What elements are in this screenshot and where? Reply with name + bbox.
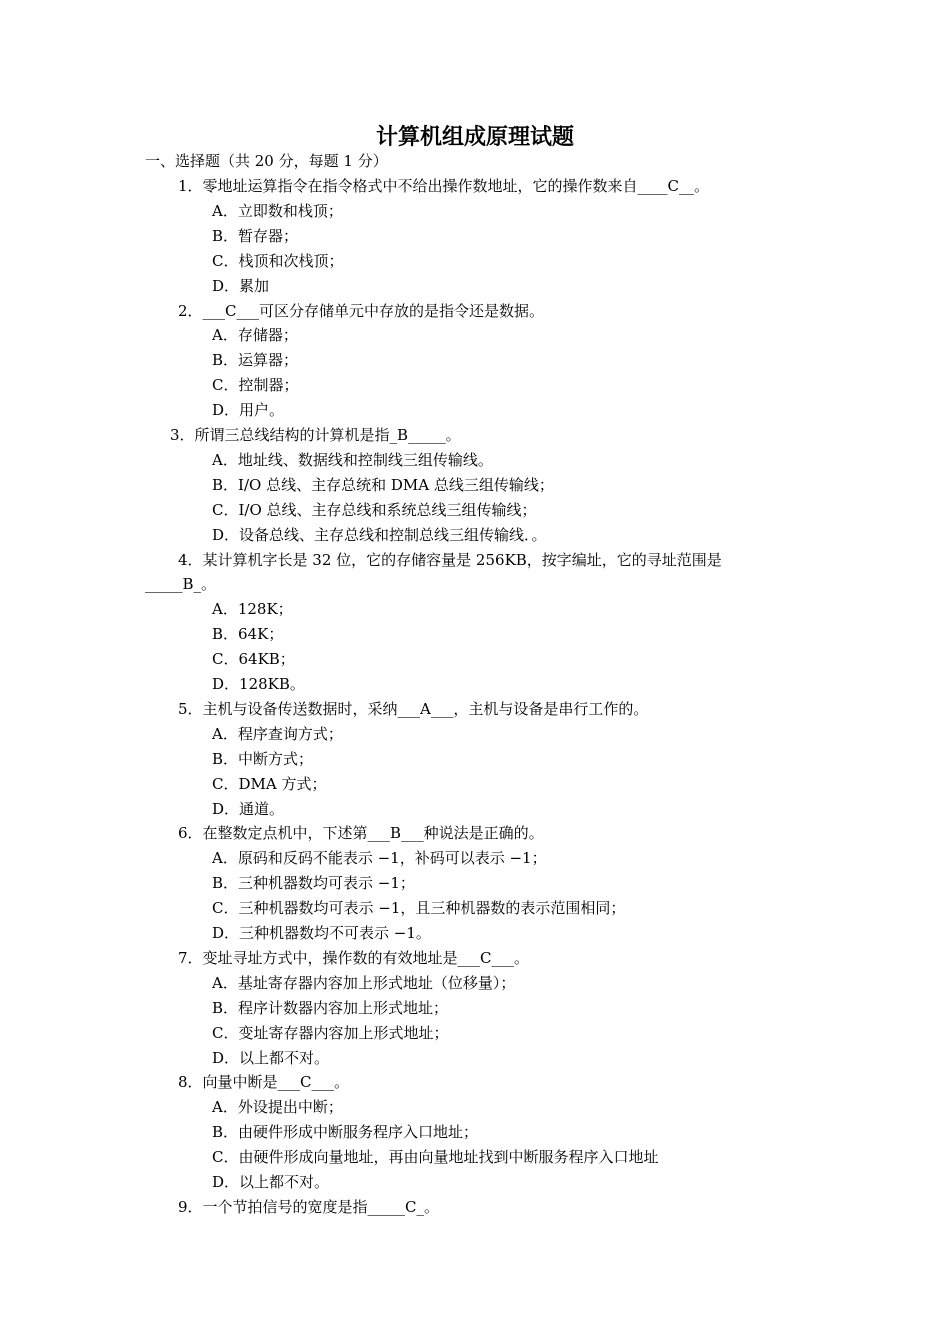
option-text: C．控制器； xyxy=(212,376,299,394)
question-text: 7．变址寻址方式中，操作数的有效地址是___C___。 xyxy=(178,949,530,967)
option-text: A．地址线、数据线和控制线三组传输线。 xyxy=(212,451,493,469)
option-text: C．DMA 方式； xyxy=(212,775,327,793)
option-text: B．64K； xyxy=(212,625,284,643)
option-text: D．三种机器数均不可表示 −1。 xyxy=(212,924,431,942)
option-text: C．I/O 总线、主存总线和系统总线三组传输线； xyxy=(212,501,537,519)
option-text: C．由硬件形成向量地址，再由向量地址找到中断服务程序入口地址 xyxy=(212,1148,659,1166)
option-text: A．立即数和栈顶； xyxy=(212,202,343,220)
option-text: D．通道。 xyxy=(212,800,285,818)
option-text: A．程序查询方式； xyxy=(212,725,343,743)
option-text: B．I/O 总线、主存总统和 DMA 总线三组传输线； xyxy=(212,476,554,494)
option-text: C．栈顶和次栈顶； xyxy=(212,252,344,270)
option-text: B．运算器； xyxy=(212,351,299,369)
question-text: 9．一个节拍信号的宽度是指_____C_。 xyxy=(178,1198,440,1216)
option-text: B．由硬件形成中断服务程序入口地址； xyxy=(212,1123,479,1141)
question-text: 3．所谓三总线结构的计算机是指_B_____。 xyxy=(170,426,461,444)
option-text: B．三种机器数均可表示 −1； xyxy=(212,874,415,892)
question-text: 5．主机与设备传送数据时，采纳___A___，主机与设备是串行工作的。 xyxy=(178,700,649,718)
option-text: B．暂存器； xyxy=(212,227,299,245)
option-text: A．128K； xyxy=(212,600,293,618)
question-text: 2．___C___可区分存储单元中存放的是指令还是数据。 xyxy=(178,302,545,320)
option-text: B．中断方式； xyxy=(212,750,314,768)
question-continuation: _____B_。 xyxy=(145,575,217,593)
option-text: A．存储器； xyxy=(212,326,298,344)
option-text: D．128KB。 xyxy=(212,675,305,693)
question-text: 6．在整数定点机中，下述第___B___种说法是正确的。 xyxy=(178,824,544,842)
option-text: D．以上都不对。 xyxy=(212,1173,330,1191)
option-text: A．基址寄存器内容加上形式地址（位移量）； xyxy=(212,974,516,992)
option-text: C．64KB； xyxy=(212,650,295,668)
option-text: D．用户。 xyxy=(212,401,285,419)
option-text: C．三种机器数均可表示 −1，且三种机器数的表示范围相同； xyxy=(212,899,626,917)
option-text: A．原码和反码不能表示 −1，补码可以表示 −1； xyxy=(212,849,547,867)
question-text: 8．向量中断是___C___。 xyxy=(178,1073,350,1091)
option-text: D．以上都不对。 xyxy=(212,1049,330,1067)
question-text: 1．零地址运算指令在指令格式中不给出操作数地址，它的操作数来自____C__。 xyxy=(178,177,710,195)
option-text: D．设备总线、主存总线和控制总线三组传输线．。 xyxy=(212,526,547,544)
page-title: 计算机组成原理试题 xyxy=(375,124,574,150)
section-heading: 一、选择题（共 20 分，每题 1 分） xyxy=(145,152,388,170)
option-text: D．累加 xyxy=(212,277,270,295)
option-text: B．程序计数器内容加上形式地址； xyxy=(212,999,449,1017)
option-text: A．外设提出中断； xyxy=(212,1098,343,1116)
option-text: C．变址寄存器内容加上形式地址； xyxy=(212,1024,449,1042)
question-text: 4．某计算机字长是 32 位，它的存储容量是 256KB，按字编址，它的寻址范围是 xyxy=(178,551,722,569)
